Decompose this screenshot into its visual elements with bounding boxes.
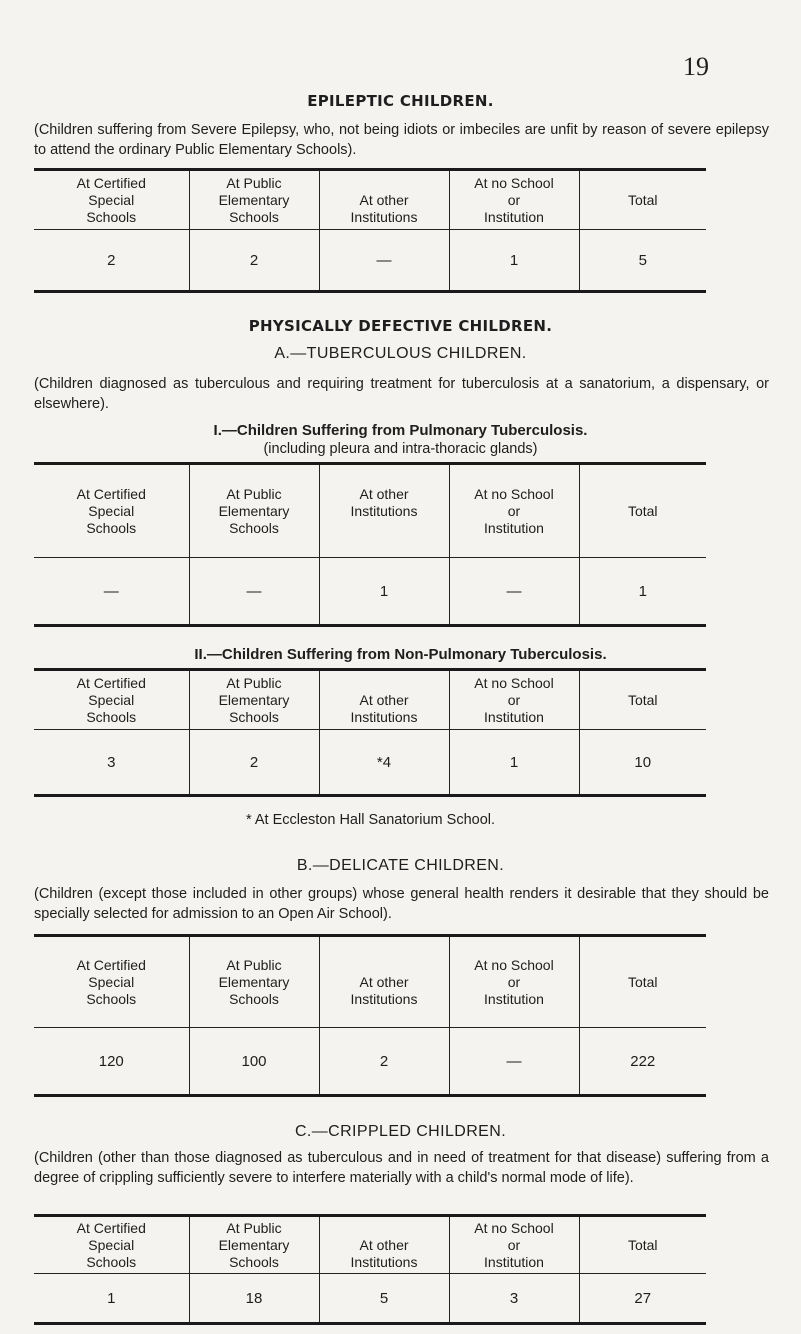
epileptic-table <box>34 168 706 293</box>
cell-no-school: — <box>449 1028 579 1096</box>
cell-certified: 3 <box>34 730 189 796</box>
pulmonary-table <box>34 462 706 627</box>
cell-public: 100 <box>189 1028 319 1096</box>
cell-public: 18 <box>189 1274 319 1324</box>
physically-defective-title: PHYSICALLY DEFECTIVE CHILDREN. <box>248 317 553 335</box>
header-public: At Public Elementary Schools <box>189 464 319 558</box>
cell-certified: 120 <box>34 1028 189 1096</box>
footnote: * At Eccleston Hall Sanatorium School. <box>245 812 496 828</box>
cell-total: 1 <box>579 558 706 626</box>
cell-certified: 1 <box>34 1274 189 1324</box>
header-total: Total <box>579 464 706 558</box>
cell-other: 5 <box>319 1274 449 1324</box>
tuberculous-note: (Children diagnosed as tuberculous and requiring treatment for tuberculosis at a sanatorium, a dispensary, or elsewhere). <box>34 376 769 412</box>
header-other: At other Institutions <box>319 670 449 730</box>
header-total: Total <box>579 670 706 730</box>
header-public: At Public Elementary Schools <box>189 170 319 230</box>
epileptic-title: EPILEPTIC CHILDREN. <box>307 92 494 110</box>
table-row <box>34 730 706 796</box>
cell-certified: 2 <box>34 230 189 292</box>
cell-public: 2 <box>189 730 319 796</box>
delicate-heading: B.—DELICATE CHILDREN. <box>296 857 505 874</box>
tuberculous-heading: A.—TUBERCULOUS CHILDREN. <box>274 345 527 362</box>
cell-no-school: 1 <box>449 230 579 292</box>
header-certified: At Certified Special Schools <box>34 464 189 558</box>
epileptic-note: (Children suffering from Severe Epilepsy, who, not being idiots or imbeciles are unfit by reason of severe epilepsy to attend the ordinary Public Elementary Schools). <box>34 122 769 158</box>
cell-total: 222 <box>579 1028 706 1096</box>
header-total: Total <box>579 936 706 1028</box>
delicate-note: (Children (except those included in other groups) whose general health renders it desirable that they should be specially selected for admission to an Open Air School). <box>34 886 769 922</box>
pulmonary-subtitle: (including pleura and intra-thoracic glands) <box>263 441 538 457</box>
header-other: At other Institutions <box>319 464 449 558</box>
cell-other: 1 <box>319 558 449 626</box>
header-other: At other Institutions <box>319 1216 449 1274</box>
header-no-school: At no School or Institution <box>449 1216 579 1274</box>
header-other: At other Institutions <box>319 170 449 230</box>
table-row <box>34 1028 706 1096</box>
header-certified: At Certified Special Schools <box>34 936 189 1028</box>
cell-other: — <box>319 230 449 292</box>
cell-no-school: 3 <box>449 1274 579 1324</box>
header-total: Total <box>579 170 706 230</box>
header-public: At Public Elementary Schools <box>189 1216 319 1274</box>
crippled-heading: C.—CRIPPLED CHILDREN. <box>294 1123 507 1140</box>
non-pulmonary-title: II.—Children Suffering from Non-Pulmonary Tuberculosis. <box>194 646 607 663</box>
header-no-school: At no School or Institution <box>449 464 579 558</box>
header-public: At Public Elementary Schools <box>189 936 319 1028</box>
header-other: At other Institutions <box>319 936 449 1028</box>
table-header-row <box>34 936 706 1028</box>
cell-other: *4 <box>319 730 449 796</box>
cell-other: 2 <box>319 1028 449 1096</box>
non-pulmonary-table <box>34 668 706 797</box>
delicate-table <box>34 934 706 1097</box>
cell-public: 2 <box>189 230 319 292</box>
cell-certified: — <box>34 558 189 626</box>
table-header-row <box>34 170 706 230</box>
header-certified: At Certified Special Schools <box>34 170 189 230</box>
cell-total: 27 <box>579 1274 706 1324</box>
pulmonary-title: I.—Children Suffering from Pulmonary Tuberculosis. <box>213 422 588 439</box>
header-certified: At Certified Special Schools <box>34 1216 189 1274</box>
table-header-row <box>34 1216 706 1274</box>
cell-no-school: 1 <box>449 730 579 796</box>
header-no-school: At no School or Institution <box>449 670 579 730</box>
cell-total: 10 <box>579 730 706 796</box>
table-row <box>34 230 706 292</box>
table-header-row <box>34 464 706 558</box>
header-no-school: At no School or Institution <box>449 936 579 1028</box>
cell-total: 5 <box>579 230 706 292</box>
cell-public: — <box>189 558 319 626</box>
cell-no-school: — <box>449 558 579 626</box>
crippled-note: (Children (other than those diagnosed as tuberculous and in need of treatment for that disease) suffering from a degree of crippling sufficiently severe to interfere materially with a child's normal mode of life). <box>34 1150 769 1186</box>
header-public: At Public Elementary Schools <box>189 670 319 730</box>
header-certified: At Certified Special Schools <box>34 670 189 730</box>
table-row <box>34 558 706 626</box>
header-no-school: At no School or Institution <box>449 170 579 230</box>
table-row <box>34 1274 706 1324</box>
header-total: Total <box>579 1216 706 1274</box>
crippled-table <box>34 1214 706 1325</box>
table-header-row <box>34 670 706 730</box>
page-number: 19 <box>683 52 709 81</box>
